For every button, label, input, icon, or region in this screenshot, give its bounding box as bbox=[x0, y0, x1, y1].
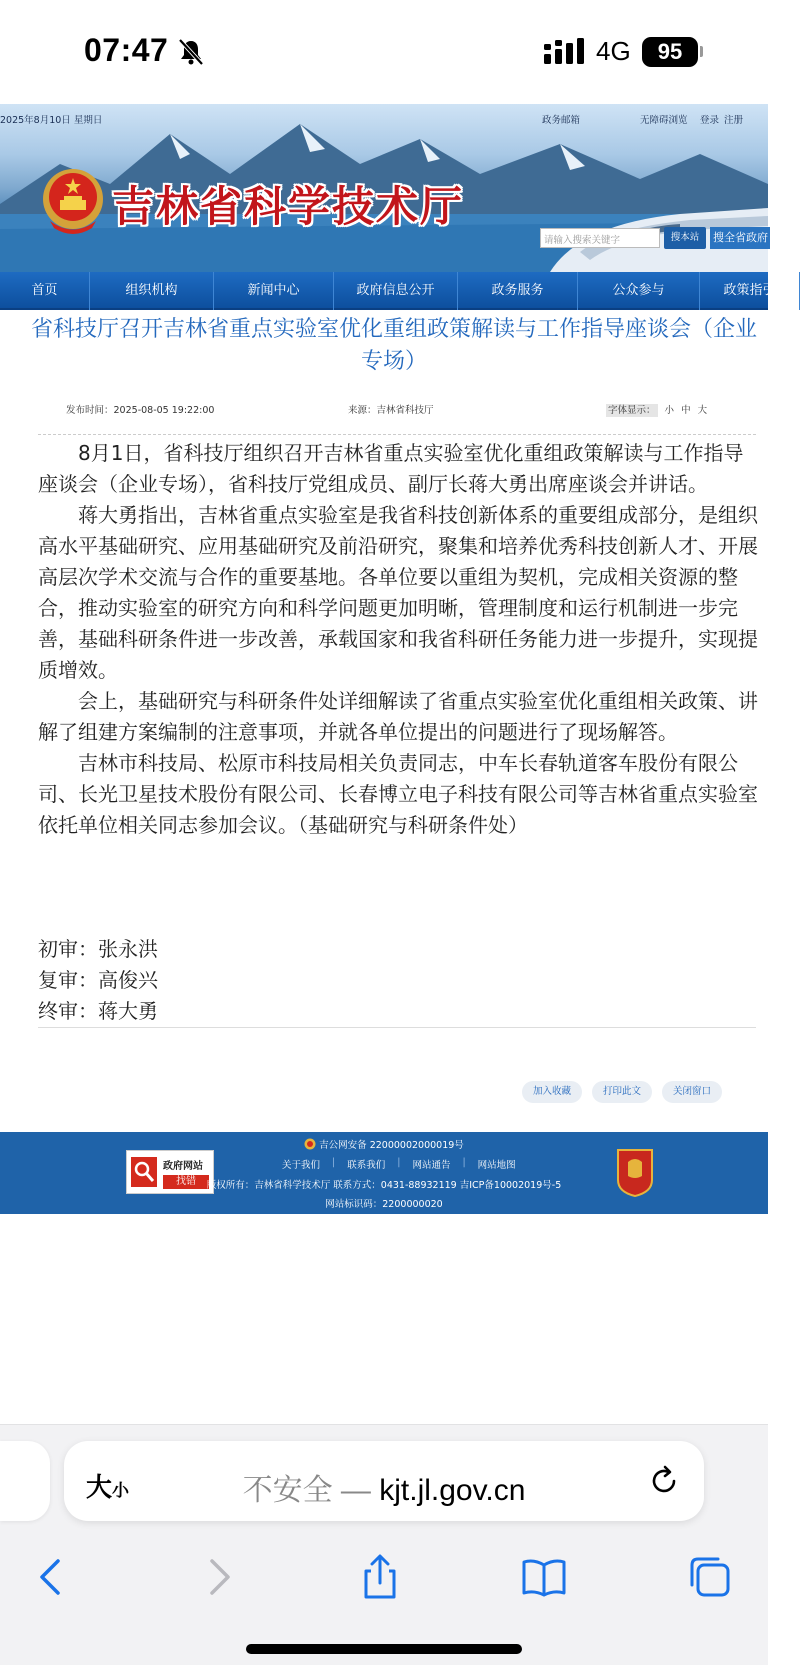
source-label: 来源： bbox=[348, 405, 377, 416]
accessibility-link[interactable]: 无障碍浏览 bbox=[640, 115, 688, 126]
share-icon[interactable] bbox=[356, 1553, 404, 1601]
status-time: 07:47 bbox=[84, 32, 169, 68]
signal-icon bbox=[544, 38, 586, 64]
main-nav bbox=[0, 272, 776, 310]
nav-public-participation[interactable]: 公众参与 bbox=[578, 272, 700, 310]
font-size-small[interactable]: 小 bbox=[664, 405, 675, 416]
article-paragraph: 会上，基础研究与科研条件处详细解读了省重点实验室优化重组相关政策、讲解了组建方案编制的注意事项，并就各单位提出的问题进行了现场解答。 bbox=[38, 689, 758, 744]
review-list bbox=[38, 934, 158, 1027]
nav-policy[interactable]: 政策指引 bbox=[700, 272, 800, 310]
national-emblem-icon bbox=[40, 166, 106, 236]
nav-gov-service[interactable]: 政务服务 bbox=[458, 272, 578, 310]
browser-toolbar bbox=[0, 1424, 768, 1665]
bell-muted-icon bbox=[178, 38, 204, 66]
site-footer bbox=[0, 1132, 768, 1214]
url-display[interactable] bbox=[64, 1465, 704, 1509]
address-bar[interactable] bbox=[64, 1441, 704, 1521]
add-favorite-button[interactable]: 加入收藏 bbox=[522, 1081, 582, 1103]
contact-us-link[interactable]: 联系我们 bbox=[347, 1160, 386, 1171]
article-body bbox=[38, 438, 758, 841]
police-record-text: 吉公网安备 22000002000019号 bbox=[319, 1140, 464, 1151]
forward-icon[interactable] bbox=[194, 1553, 242, 1601]
battery-level: 95 bbox=[642, 37, 698, 67]
font-size-large[interactable]: 大 bbox=[697, 405, 708, 416]
home-indicator bbox=[246, 1644, 522, 1654]
article-paragraph: 8月1日，省科技厅组织召开吉林省重点实验室优化重组政策解读与工作指导座谈会（企业专场），省科技厅党组成员、副厅长蒋大勇出席座谈会并讲话。 bbox=[38, 441, 744, 496]
text-size-button[interactable]: 大小 bbox=[86, 1472, 130, 1502]
url-domain: kjt.jl.gov.cn bbox=[379, 1474, 526, 1507]
back-icon[interactable] bbox=[28, 1553, 76, 1601]
publish-time-label: 发布时间： bbox=[66, 405, 114, 416]
font-size-switcher bbox=[606, 402, 707, 416]
close-window-button[interactable]: 关闭窗口 bbox=[662, 1081, 722, 1103]
gov-badge-find-error: 找错 bbox=[163, 1175, 209, 1189]
publish-time-value: 2025-08-05 19:22:00 bbox=[113, 405, 215, 416]
police-badge-icon bbox=[304, 1138, 316, 1150]
article-paragraph: 吉林市科技局、松原市科技局相关负责同志，中车长春轨道客车股份有限公司、长光卫星技术股份有限公司、长春博立电子科技有限公司等吉林省重点实验室依托单位相关同志参加会议。（基础研究与科研条件处） bbox=[38, 751, 758, 837]
site-code: 网站标识码：2200000020 bbox=[325, 1199, 443, 1210]
header-date: 2025年8月10日 星期日 bbox=[0, 115, 103, 126]
gov-badge-title: 政府网站 bbox=[163, 1161, 203, 1172]
print-button[interactable]: 打印此文 bbox=[592, 1081, 652, 1103]
search-input[interactable]: 请输入搜索关键字 bbox=[540, 228, 660, 248]
nav-news[interactable]: 新闻中心 bbox=[214, 272, 334, 310]
previous-tab-preview[interactable] bbox=[0, 1441, 50, 1521]
search-all-gov-button[interactable]: 搜全省政府 bbox=[710, 227, 770, 249]
copyright: 版权所有：吉林省科学技术厅 联系方式：0431-88932119 吉ICP备10002019号-5 bbox=[206, 1180, 562, 1191]
bookmarks-icon[interactable] bbox=[520, 1553, 568, 1601]
sitemap-link[interactable]: 网站地图 bbox=[477, 1160, 516, 1171]
site-title: 吉林省科学技术厅 bbox=[112, 182, 465, 231]
footer-links: 关于我们 | 联系我们 | 网站通告 | 网站地图 bbox=[270, 1157, 528, 1171]
network-type: 4G bbox=[596, 36, 631, 66]
article-title: 省科技厅召开吉林省重点实验室优化重组政策解读与工作指导座谈会（企业专场） bbox=[30, 317, 757, 374]
second-review: 复审：高俊兴 bbox=[38, 968, 158, 992]
site-notice-link[interactable]: 网站通告 bbox=[412, 1160, 451, 1171]
tabs-icon[interactable] bbox=[686, 1553, 734, 1601]
search-site-button[interactable]: 搜本站 bbox=[664, 227, 706, 249]
nav-gov-info[interactable]: 政府信息公开 bbox=[334, 272, 458, 310]
publish-time bbox=[66, 402, 214, 416]
login-link[interactable]: 登录 bbox=[700, 115, 720, 126]
nav-home[interactable]: 首页 bbox=[0, 272, 90, 310]
battery-tip bbox=[700, 46, 703, 57]
article-source bbox=[348, 402, 434, 416]
nav-organization[interactable]: 组织机构 bbox=[90, 272, 214, 310]
source-value: 吉林省科技厅 bbox=[376, 405, 434, 416]
gov-mail-link[interactable]: 政务邮箱 bbox=[542, 115, 581, 126]
first-review: 初审：张永洪 bbox=[38, 937, 158, 961]
font-size-label: 字体显示： bbox=[608, 405, 656, 416]
article-paragraph: 蒋大勇指出，吉林省重点实验室是我省科技创新体系的重要组成部分，是组织高水平基础研究、应用基础研究及前沿研究，聚集和培养优秀科技创新人才、开展高层次学术交流与合作的重要基地。各单位要以重组为契机，完成相关资源的整合，推动实验室的研究方向和科学问题更加明晰，管理制度和运行机制进一步完善，基础科研条件进一步改善，承载国家和我省科研任务能力进一步提升，实现提质增效。 bbox=[38, 503, 758, 682]
site-banner bbox=[0, 104, 768, 272]
article-actions bbox=[522, 1081, 722, 1103]
final-review: 终审：蒋大勇 bbox=[38, 999, 158, 1023]
register-link[interactable]: 注册 bbox=[724, 115, 744, 126]
article-end-divider bbox=[38, 1027, 756, 1028]
insecure-label: 不安全 — bbox=[242, 1474, 380, 1507]
reload-icon[interactable] bbox=[646, 1463, 682, 1499]
about-us-link[interactable]: 关于我们 bbox=[282, 1160, 321, 1171]
party-organ-badge-icon[interactable] bbox=[614, 1146, 656, 1198]
meta-divider bbox=[38, 434, 756, 435]
font-size-medium[interactable]: 中 bbox=[681, 405, 691, 416]
status-bar bbox=[0, 0, 768, 104]
